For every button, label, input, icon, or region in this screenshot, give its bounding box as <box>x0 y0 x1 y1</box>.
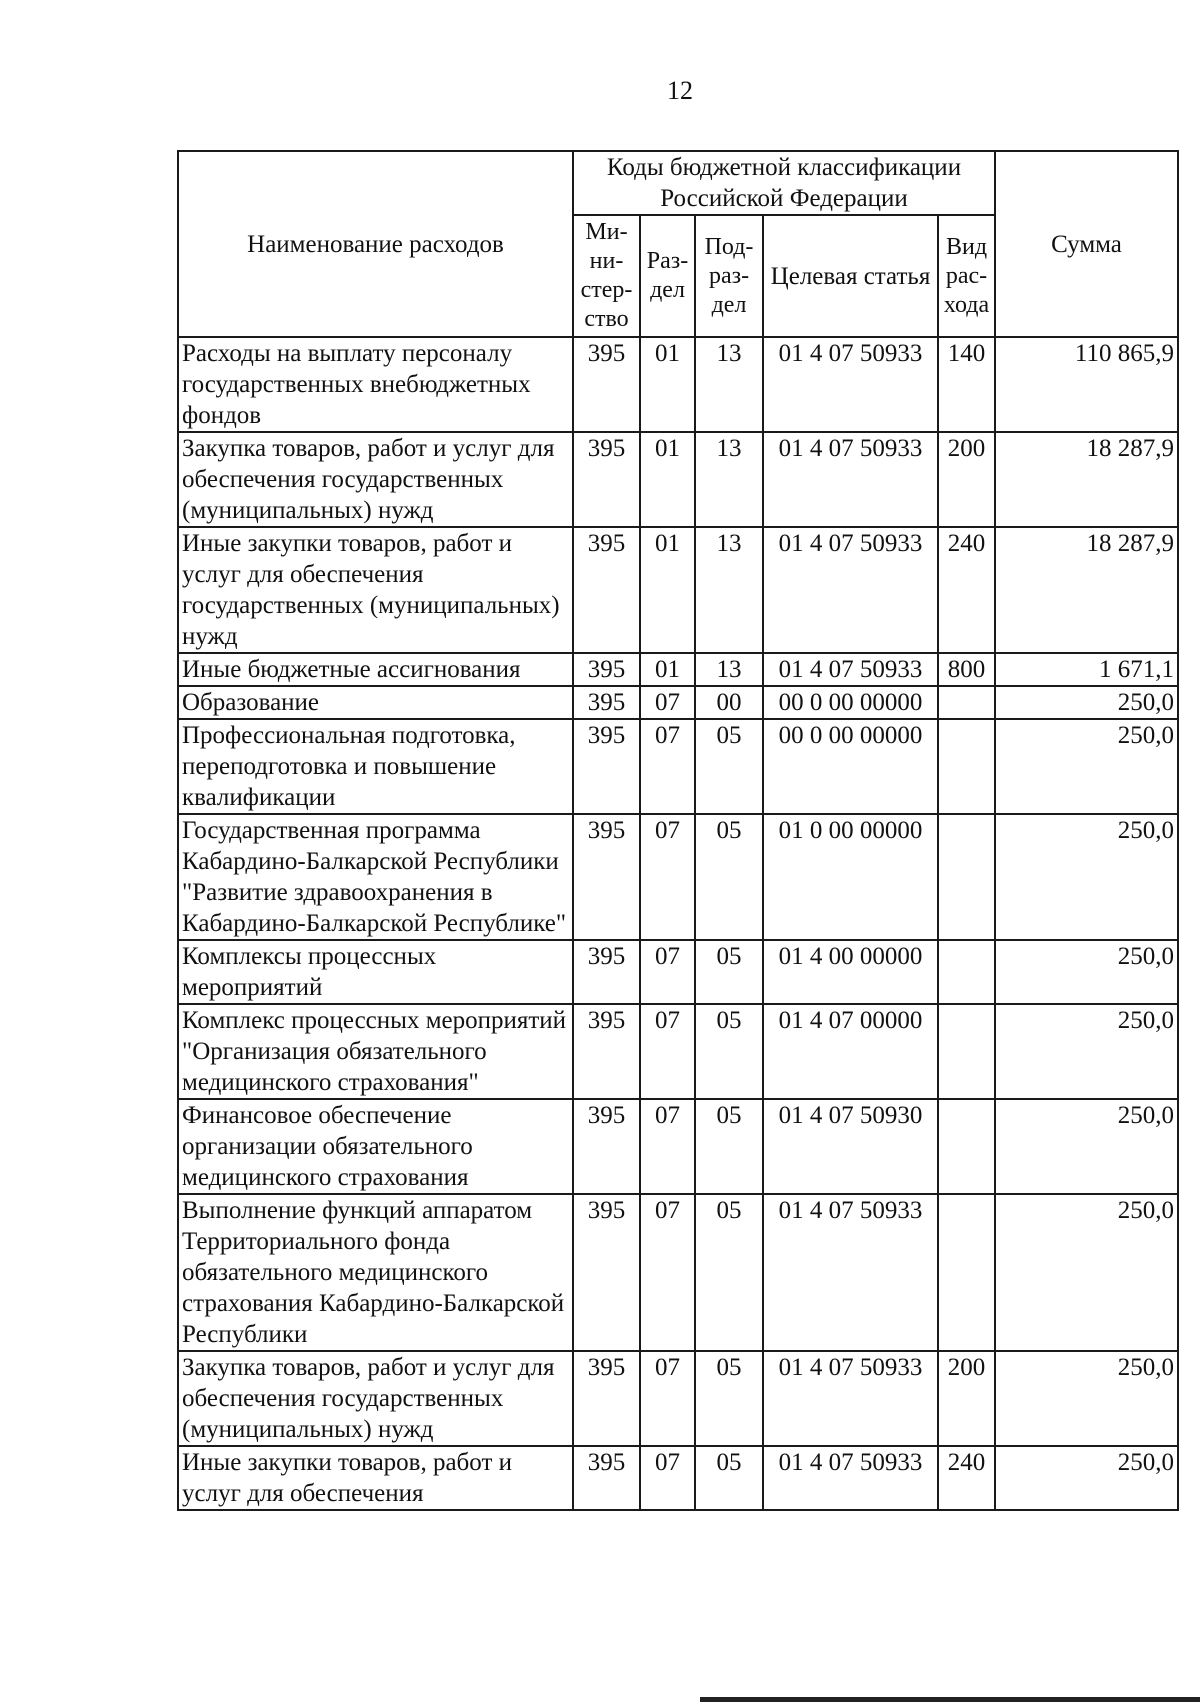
row-sum: 250,0 <box>995 1446 1178 1510</box>
row-section: 07 <box>640 719 695 814</box>
table-row <box>178 337 1178 432</box>
row-name: Иные бюджетные ассигнования <box>178 653 573 686</box>
row-subsection: 05 <box>695 1004 763 1099</box>
row-section: 07 <box>640 1351 695 1446</box>
row-subsection: 05 <box>695 814 763 940</box>
row-ministry: 395 <box>573 1446 640 1510</box>
header-expense-type: Вид рас-хода <box>938 215 995 337</box>
row-type <box>938 1194 995 1351</box>
row-target: 01 4 07 00000 <box>763 1004 938 1099</box>
header-target-article: Целевая статья <box>763 215 938 337</box>
row-type <box>938 719 995 814</box>
row-subsection: 13 <box>695 653 763 686</box>
row-sum: 18 287,9 <box>995 432 1178 527</box>
row-target: 00 0 00 00000 <box>763 686 938 719</box>
table-row <box>178 1194 1178 1351</box>
row-name: Финансовое обеспечение организации обязательного медицинского страхования <box>178 1099 573 1194</box>
row-subsection: 05 <box>695 1351 763 1446</box>
row-subsection: 13 <box>695 527 763 653</box>
table-row <box>178 1446 1178 1510</box>
table-row <box>178 527 1178 653</box>
row-sum: 110 865,9 <box>995 337 1178 432</box>
row-subsection: 13 <box>695 337 763 432</box>
table-row <box>178 686 1178 719</box>
row-ministry: 395 <box>573 940 640 1004</box>
row-ministry: 395 <box>573 719 640 814</box>
table-row <box>178 940 1178 1004</box>
row-ministry: 395 <box>573 814 640 940</box>
row-section: 07 <box>640 1099 695 1194</box>
row-type: 200 <box>938 1351 995 1446</box>
row-target: 01 4 07 50933 <box>763 1194 938 1351</box>
row-ministry: 395 <box>573 653 640 686</box>
header-row-top <box>178 151 1178 215</box>
row-type <box>938 940 995 1004</box>
row-name: Выполнение функций аппаратом Территориального фонда обязательного медицинского страхования Кабардино-Балкарской Республики <box>178 1194 573 1351</box>
row-target: 01 4 07 50933 <box>763 1351 938 1446</box>
row-sum: 250,0 <box>995 1004 1178 1099</box>
row-type: 240 <box>938 527 995 653</box>
row-type <box>938 686 995 719</box>
table-body <box>178 337 1178 1510</box>
table-row <box>178 1099 1178 1194</box>
table-row <box>178 814 1178 940</box>
row-ministry: 395 <box>573 1351 640 1446</box>
row-ministry: 395 <box>573 1099 640 1194</box>
row-type: 800 <box>938 653 995 686</box>
header-ministry: Ми-ни-стер-ство <box>573 215 640 337</box>
table-row <box>178 1004 1178 1099</box>
row-name: Комплексы процессных мероприятий <box>178 940 573 1004</box>
row-sum: 250,0 <box>995 1194 1178 1351</box>
row-ministry: 395 <box>573 1194 640 1351</box>
row-subsection: 00 <box>695 686 763 719</box>
row-ministry: 395 <box>573 686 640 719</box>
row-sum: 250,0 <box>995 719 1178 814</box>
row-sum: 250,0 <box>995 814 1178 940</box>
row-section: 01 <box>640 527 695 653</box>
header-section: Раз-дел <box>640 215 695 337</box>
row-subsection: 05 <box>695 940 763 1004</box>
row-subsection: 05 <box>695 719 763 814</box>
row-type: 140 <box>938 337 995 432</box>
row-ministry: 395 <box>573 527 640 653</box>
row-section: 07 <box>640 1446 695 1510</box>
row-type <box>938 1099 995 1194</box>
row-sum: 250,0 <box>995 1351 1178 1446</box>
row-sum: 250,0 <box>995 686 1178 719</box>
row-name: Комплекс процессных мероприятий "Организация обязательного медицинского страхования" <box>178 1004 573 1099</box>
row-section: 07 <box>640 940 695 1004</box>
row-target: 01 4 00 00000 <box>763 940 938 1004</box>
row-name: Расходы на выплату персоналу государственных внебюджетных фондов <box>178 337 573 432</box>
row-section: 01 <box>640 337 695 432</box>
row-section: 01 <box>640 432 695 527</box>
row-ministry: 395 <box>573 1004 640 1099</box>
row-ministry: 395 <box>573 432 640 527</box>
row-subsection: 05 <box>695 1099 763 1194</box>
row-target: 01 4 07 50933 <box>763 432 938 527</box>
row-type: 200 <box>938 432 995 527</box>
row-type <box>938 1004 995 1099</box>
row-target: 01 4 07 50933 <box>763 337 938 432</box>
row-target: 01 0 00 00000 <box>763 814 938 940</box>
row-subsection: 05 <box>695 1194 763 1351</box>
row-name: Государственная программа Кабардино-Балкарской Республики "Развитие здравоохранения в Кабардино-Балкарской Республике" <box>178 814 573 940</box>
row-name: Закупка товаров, работ и услуг для обеспечения государственных (муниципальных) нужд <box>178 1351 573 1446</box>
budget-table <box>177 150 1179 1511</box>
header-sum: Сумма <box>995 151 1178 337</box>
row-ministry: 395 <box>573 337 640 432</box>
scan-edge-line <box>700 1697 1200 1702</box>
row-sum: 18 287,9 <box>995 527 1178 653</box>
row-subsection: 05 <box>695 1446 763 1510</box>
row-section: 07 <box>640 1004 695 1099</box>
row-section: 07 <box>640 814 695 940</box>
page-number: 12 <box>667 76 693 105</box>
row-target: 00 0 00 00000 <box>763 719 938 814</box>
row-sum: 250,0 <box>995 1099 1178 1194</box>
header-name: Наименование расходов <box>178 151 573 337</box>
row-name: Иные закупки товаров, работ и услуг для обеспечения <box>178 1446 573 1510</box>
row-name: Иные закупки товаров, работ и услуг для обеспечения государственных (муниципальных) нужд <box>178 527 573 653</box>
table-row <box>178 432 1178 527</box>
row-subsection: 13 <box>695 432 763 527</box>
row-target: 01 4 07 50933 <box>763 653 938 686</box>
row-name: Образование <box>178 686 573 719</box>
row-type <box>938 814 995 940</box>
header-codes-group: Коды бюджетной классификации Российской Федерации <box>573 151 995 215</box>
row-sum: 250,0 <box>995 940 1178 1004</box>
row-target: 01 4 07 50933 <box>763 527 938 653</box>
row-target: 01 4 07 50930 <box>763 1099 938 1194</box>
row-section: 07 <box>640 1194 695 1351</box>
table-row <box>178 1351 1178 1446</box>
row-target: 01 4 07 50933 <box>763 1446 938 1510</box>
row-sum: 1 671,1 <box>995 653 1178 686</box>
table-row <box>178 719 1178 814</box>
row-section: 07 <box>640 686 695 719</box>
table-row <box>178 653 1178 686</box>
row-name: Профессиональная подготовка, переподготовка и повышение квалификации <box>178 719 573 814</box>
row-type: 240 <box>938 1446 995 1510</box>
header-subsection: Под-раз-дел <box>695 215 763 337</box>
row-name: Закупка товаров, работ и услуг для обеспечения государственных (муниципальных) нужд <box>178 432 573 527</box>
row-section: 01 <box>640 653 695 686</box>
